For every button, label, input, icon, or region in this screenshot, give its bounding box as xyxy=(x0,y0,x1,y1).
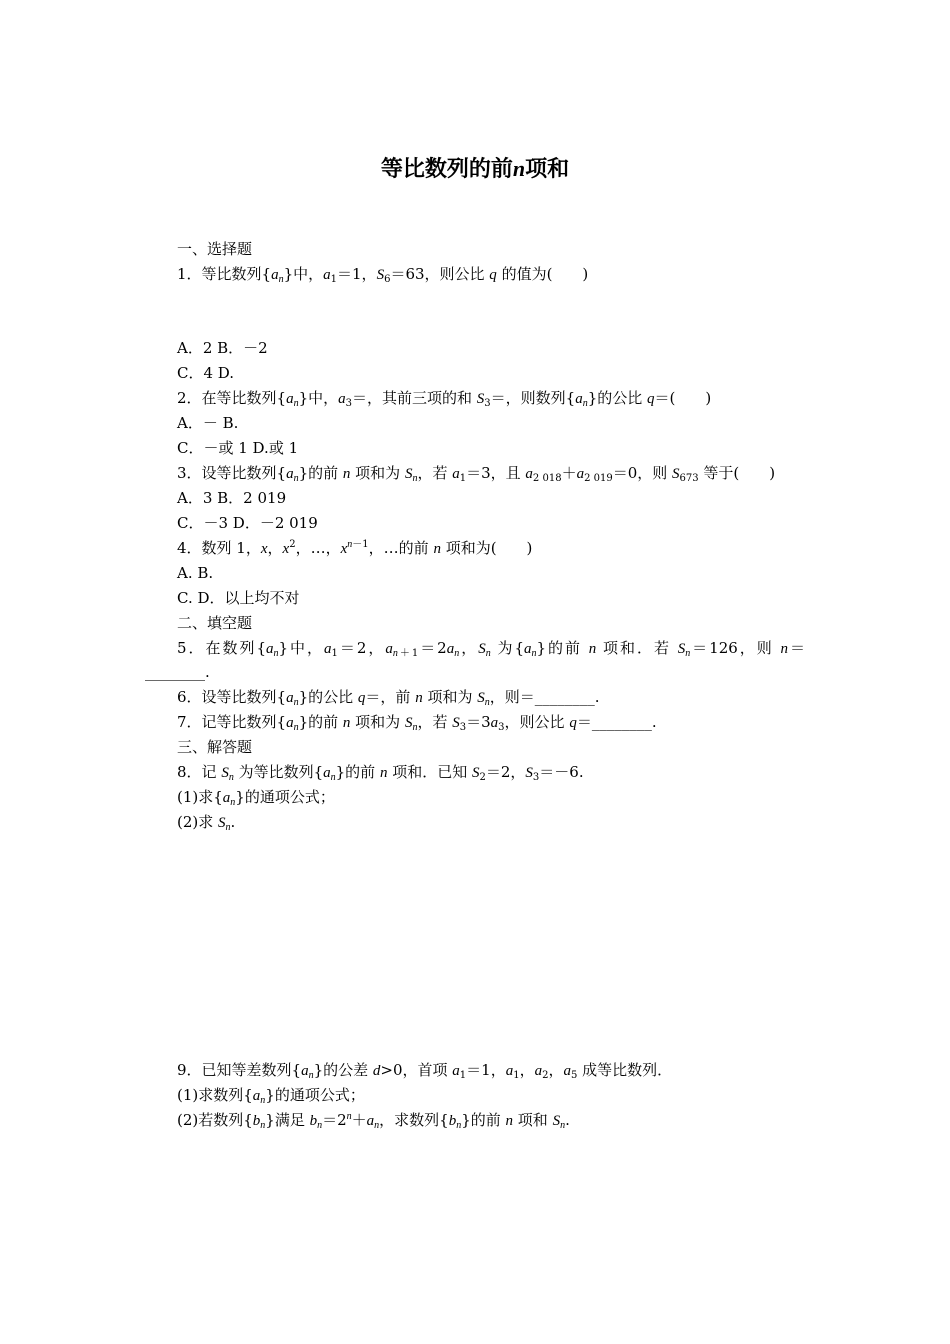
question-1: 1．等比数列$\{a_n\}$中，$a_1=1$，$S_6=63$，则公比 q 的值为( ) xyxy=(177,265,589,285)
title-main: 等比数列的前 xyxy=(380,157,513,182)
page-title xyxy=(0,152,950,183)
q4-options-ab: A. B. xyxy=(177,564,214,582)
q8-part-2: (2)求 $S_n$. xyxy=(177,813,236,833)
q2-options-ab: A．－ B. xyxy=(177,414,239,432)
q9-part-2: (2)若数列$\{b_n\}$满足 $b_n=2^n+a_n$，求数列$\{b_n\}$的前 n 项和 $S_n$. xyxy=(177,1111,570,1131)
question-3: 3．设等比数列$\{a_n\}$的前 n 项和为 $S_n$，若 $a_1=3$，且 $a_{2 018}+a_{2 019}=0$，则 $S_{673}$ 等于( ) xyxy=(177,464,776,484)
section-fill-heading: 二、填空题 xyxy=(177,614,253,632)
question-7: 7．记等比数列$\{a_n\}$的前 n 项和为 $S_n$，若 $S_3=3a_3$，则公比 q＝________. xyxy=(177,713,657,733)
q8-part-1: (1)求$\{a_n\}$的通项公式； xyxy=(177,788,335,808)
section-choice-heading: 一、选择题 xyxy=(177,240,253,258)
question-8: 8．记 $S_n$ 为等比数列$\{a_n\}$的前 n 项和．已知 $S_2=2$，$S_3=-6$. xyxy=(177,763,584,783)
title-tail: 项和 xyxy=(525,157,570,182)
question-5: 5．在数列$\{a_n\}$中，$a_1=2$，$a_{n+1}=2a_n$，$S_n$ 为$\{a_n\}$的前 n 项和．若 $S_n=126$，则 n＝ xyxy=(177,639,805,659)
q2-options-cd: C．－或 1 D.或 1 xyxy=(177,439,299,457)
q3-options-ab: A．3 B．2 019 xyxy=(177,489,287,507)
question-6: 6．设等比数列$\{a_n\}$的公比 q＝，前 n 项和为 $S_n$，则＝________. xyxy=(177,688,600,708)
question-2: 2．在等比数列$\{a_n\}$中，$a_3=$，其前三项的和 $S_3=$，则数列$\{a_n\}$的公比 q＝( ) xyxy=(177,389,712,409)
q5-blank: ________. xyxy=(145,663,210,681)
q3-options-cd: C．－3 D．－2 019 xyxy=(177,514,318,532)
q9-part-1: (1)求数列$\{a_n\}$的通项公式； xyxy=(177,1086,365,1106)
question-9: 9．已知等差数列$\{a_n\}$的公差 d>0，首项 $a_1=1$，$a_1$，$a_2$，$a_5$ 成等比数列． xyxy=(177,1061,673,1081)
question-4: 4．数列 1，x，$x^2$，…，$x^{n-1}$，…的前 n 项和为( ) xyxy=(177,539,533,557)
q4-options-cd: C. D．以上均不对 xyxy=(177,589,300,607)
section-answer-heading: 三、解答题 xyxy=(177,738,253,756)
q1-options-ab: A．2 B．－2 xyxy=(177,339,268,357)
title-var: n xyxy=(512,156,526,181)
q1-options-cd: C．4 D. xyxy=(177,364,235,382)
